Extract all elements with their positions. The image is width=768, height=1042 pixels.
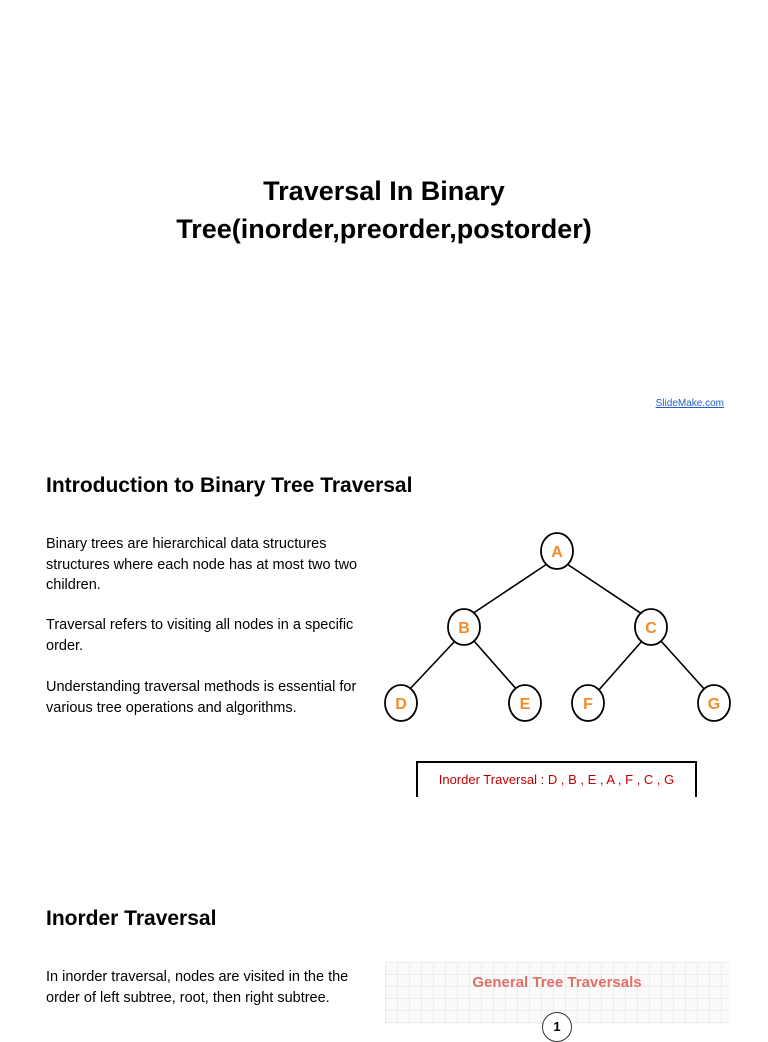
inorder-paragraph: In inorder traversal, nodes are visited in the the order of left subtree, root, then right subtree. bbox=[46, 969, 349, 1006]
node-label-b: B bbox=[458, 620, 470, 637]
figure-title: General Tree Traversals bbox=[472, 974, 642, 991]
node-label-f: F bbox=[583, 696, 593, 713]
title-line-2: Tree(inorder,preorder,postorder) bbox=[176, 214, 592, 244]
edge-a-b bbox=[472, 564, 547, 614]
edge-c-g bbox=[661, 641, 706, 691]
node-label-e: E bbox=[519, 696, 531, 713]
node-label-a: A bbox=[551, 544, 563, 561]
traversal-label: Inorder Traversal bbox=[438, 772, 537, 787]
intro-paragraph-3: Understanding traversal methods is essential for various tree operations and algorithms. bbox=[46, 679, 357, 716]
edge-a-c bbox=[567, 564, 642, 614]
title-slide bbox=[0, 0, 768, 430]
intro-paragraph-1: Binary trees are hierarchical data structures structures where each node has at most two two children. bbox=[46, 536, 358, 593]
edge-c-f bbox=[598, 641, 642, 691]
figure-root-node: 1 bbox=[542, 1012, 572, 1042]
inorder-result-box bbox=[416, 761, 697, 797]
edge-b-e bbox=[474, 641, 518, 691]
intro-paragraph-2: Traversal refers to visiting all nodes in a specific order. bbox=[46, 617, 354, 654]
traversal-separator: : bbox=[537, 772, 548, 787]
tree-traversals-figure bbox=[385, 962, 729, 1034]
node-label-g: G bbox=[707, 696, 721, 713]
node-label-d: D bbox=[395, 696, 407, 713]
node-label-c: C bbox=[645, 620, 657, 637]
title-line-1: Traversal In Binary bbox=[263, 176, 505, 206]
intro-heading: Introduction to Binary Tree Traversal bbox=[46, 474, 413, 497]
binary-tree-diagram bbox=[380, 528, 736, 733]
slidemake-link[interactable]: SlideMake.com bbox=[655, 398, 724, 409]
edge-b-d bbox=[408, 641, 455, 691]
inorder-heading: Inorder Traversal bbox=[46, 907, 217, 930]
traversal-sequence: D , B , E , A , F , C , G bbox=[547, 772, 675, 787]
presentation-title bbox=[0, 172, 768, 248]
